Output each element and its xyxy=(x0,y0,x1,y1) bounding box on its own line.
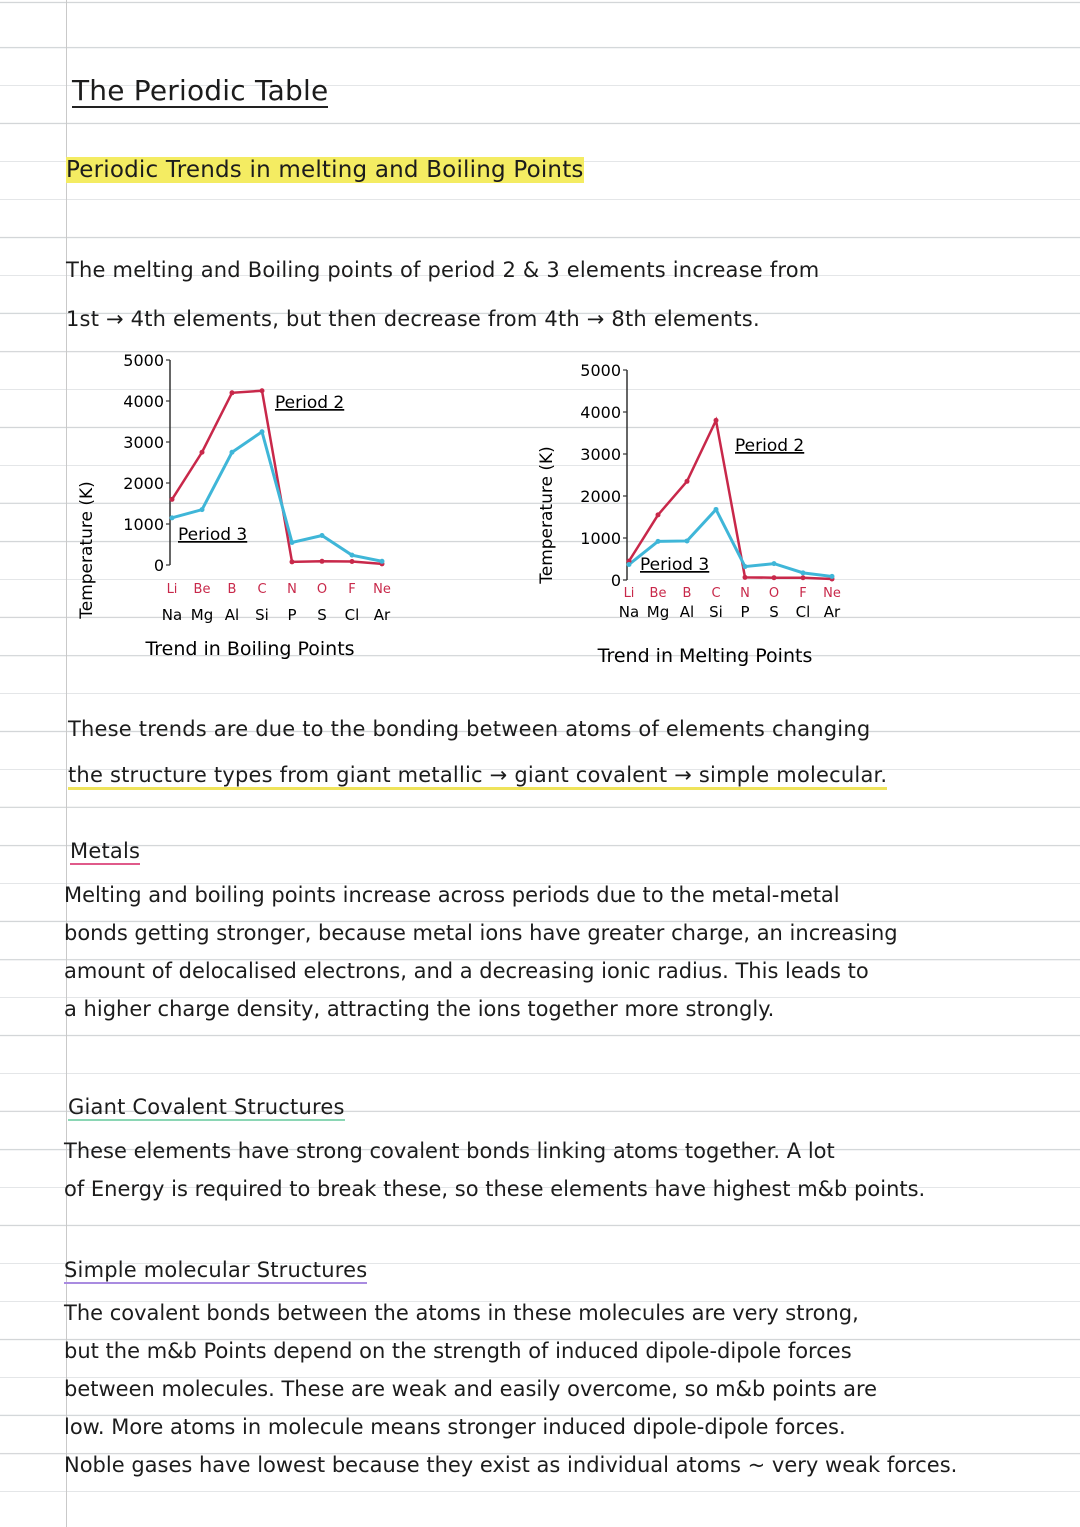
metals-line: Melting and boiling points increase across periods due to the metal-metal xyxy=(64,883,840,907)
period-3-point xyxy=(350,553,355,558)
y-axis-label: Temperature (K) xyxy=(77,481,97,619)
period-3-point xyxy=(380,559,385,564)
period-2-element-label: Ne xyxy=(823,586,841,601)
legend-period-2: Period 2 xyxy=(275,393,345,413)
section-subtitle: Periodic Trends in melting and Boiling Points xyxy=(66,157,584,183)
period-2-element-label: F xyxy=(348,582,356,597)
y-tick-label: 4000 xyxy=(580,403,621,422)
covalent-heading-wrap xyxy=(68,1094,345,1120)
period-2-point xyxy=(685,479,690,484)
period-2-element-label: F xyxy=(799,586,807,601)
y-tick-label: 0 xyxy=(610,571,621,590)
period-3-point xyxy=(685,538,690,543)
period-2-element-label: N xyxy=(740,586,750,601)
period-2-point xyxy=(743,575,748,580)
period-2-point xyxy=(714,418,719,423)
period-3-point xyxy=(801,570,806,575)
metals-heading-wrap xyxy=(70,838,140,864)
metals-heading: Metals xyxy=(70,839,141,863)
period-3-element-label: Mg xyxy=(190,606,214,624)
intro-line-1: The melting and Boiling points of period 2 & 3 elements increase from xyxy=(66,258,820,282)
period-3-element-label: Al xyxy=(679,603,695,621)
y-tick-label: 2000 xyxy=(580,487,621,506)
period-3-element-label: Ar xyxy=(373,606,391,624)
covalent-line: These elements have strong covalent bonds linking atoms together. A lot xyxy=(64,1139,835,1163)
period-2-element-label: B xyxy=(682,586,692,601)
period-3-element-label: Cl xyxy=(344,606,360,624)
period-3-point xyxy=(320,533,325,538)
period-3-point xyxy=(170,515,175,520)
period-2-point xyxy=(801,575,806,580)
y-tick-label: 5000 xyxy=(123,351,164,370)
trends-line-2 xyxy=(68,762,887,788)
trends-line-1-text: These trends are due to the bonding between atoms of elements changing xyxy=(68,717,871,741)
period-3-element-label: Al xyxy=(224,606,240,624)
period-3-element-label: P xyxy=(287,606,297,624)
period-2-point xyxy=(170,497,175,502)
period-3-element-label: Mg xyxy=(646,603,670,621)
period-3-element-label: S xyxy=(317,606,327,624)
y-tick-label: 1000 xyxy=(123,515,164,534)
molecular-line: Noble gases have lowest because they exist as individual atoms ~ very weak forces. xyxy=(64,1453,958,1477)
period-2-element-label: O xyxy=(316,582,328,597)
chart-title: Trend in Boiling Points xyxy=(145,638,355,660)
molecular-line: between molecules. These are weak and easily overcome, so m&b points are xyxy=(64,1377,878,1401)
covalent-paragraph xyxy=(64,1132,1064,1208)
y-tick-label: 3000 xyxy=(580,445,621,464)
y-tick-label: 2000 xyxy=(123,474,164,493)
period-3-point xyxy=(656,539,661,544)
period-2-element-label: O xyxy=(768,586,780,601)
period-3-element-label: P xyxy=(740,603,750,621)
boiling-points-chart xyxy=(70,340,470,670)
period-3-point xyxy=(743,564,748,569)
trends-line-2-text: the structure types from giant metallic → giant covalent → simple molecular. xyxy=(68,763,887,790)
period-2-point xyxy=(656,512,661,517)
y-tick-label: 5000 xyxy=(580,361,621,380)
y-tick-label: 0 xyxy=(153,556,164,575)
covalent-line: of Energy is required to break these, so these elements have highest m&b points. xyxy=(64,1177,926,1201)
legend-period-3: Period 3 xyxy=(178,525,248,545)
molecular-paragraph xyxy=(64,1294,1064,1484)
period-3-point xyxy=(714,507,719,512)
period-3-point xyxy=(200,507,205,512)
period-2-element-label: Be xyxy=(193,582,211,597)
period-3-element-label: Na xyxy=(161,606,183,624)
legend-period-2: Period 2 xyxy=(735,436,805,456)
period-3-point xyxy=(830,574,835,579)
trends-line-1 xyxy=(68,716,870,742)
molecular-line: low. More atoms in molecule means stronger induced dipole-dipole forces. xyxy=(64,1415,846,1439)
y-tick-label: 4000 xyxy=(123,392,164,411)
period-3-element-label: Cl xyxy=(795,603,811,621)
chart-title: Trend in Melting Points xyxy=(597,645,813,667)
metals-paragraph xyxy=(64,876,1064,1028)
period-3-point xyxy=(260,429,265,434)
period-3-element-label: Si xyxy=(709,603,723,621)
period-2-element-label: Li xyxy=(166,582,178,597)
period-2-element-label: C xyxy=(711,586,721,601)
metals-line: a higher charge density, attracting the ions together more strongly. xyxy=(64,997,775,1021)
y-tick-label: 1000 xyxy=(580,529,621,548)
page-title: The Periodic Table xyxy=(72,74,329,107)
legend-period-3: Period 3 xyxy=(640,555,710,575)
covalent-heading: Giant Covalent Structures xyxy=(68,1095,345,1119)
period-3-point xyxy=(230,450,235,455)
melting-points-chart xyxy=(530,355,930,675)
period-2-point xyxy=(350,559,355,564)
period-2-element-label: Be xyxy=(649,586,667,601)
period-2-point xyxy=(290,559,295,564)
period-3-point xyxy=(772,561,777,566)
y-axis-label: Temperature (K) xyxy=(537,446,557,584)
period-2-element-label: Ne xyxy=(373,582,391,597)
intro-line-2: 1st → 4th elements, but then decrease from 4th → 8th elements. xyxy=(66,307,760,331)
period-3-element-label: Si xyxy=(255,606,269,624)
period-3-element-label: Na xyxy=(618,603,640,621)
period-2-point xyxy=(320,559,325,564)
period-3-point xyxy=(627,562,632,567)
y-tick-label: 3000 xyxy=(123,433,164,452)
period-3-element-label: Ar xyxy=(823,603,841,621)
period-3-element-label: S xyxy=(769,603,779,621)
molecular-heading-wrap xyxy=(64,1257,367,1283)
period-2-element-label: B xyxy=(227,582,237,597)
molecular-heading: Simple molecular Structures xyxy=(64,1258,368,1282)
period-2-point xyxy=(772,575,777,580)
period-2-element-label: Li xyxy=(623,586,635,601)
period-3-point xyxy=(290,540,295,545)
period-2-element-label: N xyxy=(287,582,297,597)
metals-line: amount of delocalised electrons, and a decreasing ionic radius. This leads to xyxy=(64,959,869,983)
period-2-point xyxy=(230,390,235,395)
period-2-element-label: C xyxy=(257,582,267,597)
metals-line: bonds getting stronger, because metal ions have greater charge, an increasing xyxy=(64,921,898,945)
period-2-point xyxy=(200,450,205,455)
molecular-line: The covalent bonds between the atoms in these molecules are very strong, xyxy=(64,1301,859,1325)
molecular-line: but the m&b Points depend on the strength of induced dipole-dipole forces xyxy=(64,1339,852,1363)
period-2-point xyxy=(260,388,265,393)
